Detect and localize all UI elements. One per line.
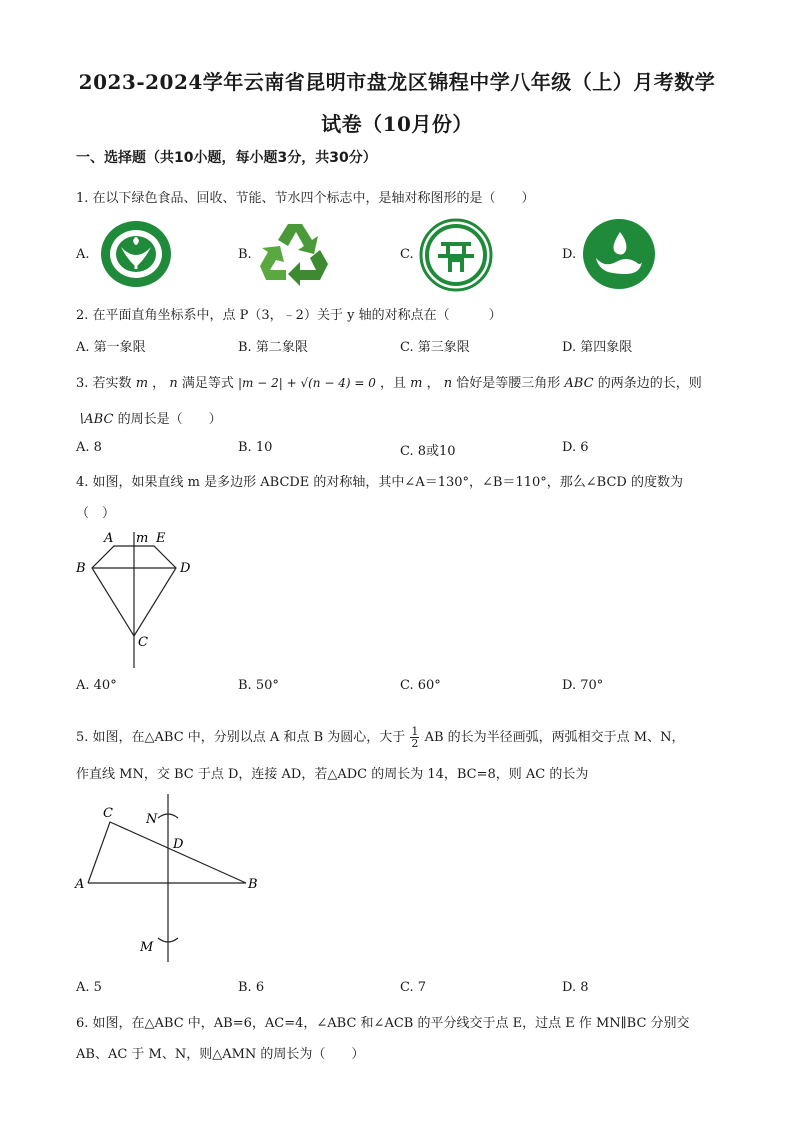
q2-option-c: C. 第三象限 bbox=[400, 340, 470, 355]
q5-option-b: B. 6 bbox=[238, 980, 265, 995]
q4-label-m: m bbox=[136, 531, 149, 546]
q5-frac-den: 2 bbox=[411, 737, 419, 750]
q4-option-d: D. 70° bbox=[562, 678, 604, 693]
q3-var-m: m bbox=[135, 376, 149, 391]
q5-option-d: D. 8 bbox=[562, 980, 589, 995]
q3-line2-rest: 的周长是（ ） bbox=[117, 412, 222, 427]
q2-option-a: A. 第一象限 bbox=[76, 340, 146, 355]
q5-fraction bbox=[410, 726, 419, 749]
energy-saving-logo-icon bbox=[418, 218, 494, 292]
page-title: 2023-2024学年云南省昆明市盘龙区锦程中学八年级（上）月考数学 bbox=[78, 70, 716, 94]
q4-label-b: B bbox=[76, 561, 86, 576]
q3-triangle: ∖ABC bbox=[76, 412, 114, 427]
q5-text-a: 5. 如图，在△ABC 中，分别以点 A 和点 B 为圆心，大于 bbox=[76, 730, 406, 745]
q4-option-c: C. 60° bbox=[400, 678, 441, 693]
q3-text-e: 的两条边的长，则 bbox=[597, 376, 702, 391]
q3-option-b: B. 10 bbox=[238, 440, 273, 455]
question-3-text bbox=[76, 372, 702, 391]
q1-option-b-label: B. bbox=[238, 247, 252, 262]
q4-label-c: C bbox=[138, 635, 148, 650]
q4-polygon-figure bbox=[70, 528, 210, 673]
q2-option-b: B. 第二象限 bbox=[238, 340, 308, 355]
q5-label-d: D bbox=[173, 837, 184, 852]
q3-text-b: 满足等式 bbox=[181, 376, 234, 391]
q3-var-n: n bbox=[169, 376, 178, 391]
q1-option-a-label: A. bbox=[76, 247, 90, 262]
section-heading: 一、选择题（共10小题，每小题3分，共30分） bbox=[76, 150, 377, 166]
q4-label-e: E bbox=[156, 531, 166, 546]
q3-option-a: A. 8 bbox=[76, 440, 102, 455]
q4-label-a: A bbox=[104, 531, 114, 546]
q3-option-d: D. 6 bbox=[562, 440, 589, 455]
question-1-text: 1. 在以下绿色食品、回收、节能、节水四个标志中，是轴对称图形的是（ ） bbox=[76, 191, 535, 206]
question-2-text: 2. 在平面直角坐标系中，点 P（3，﹣2）关于 y 轴的对称点在（ ） bbox=[76, 308, 502, 323]
question-5-text-2: 作直线 MN，交 BC 于点 D，连接 AD，若△ADC 的周长为 14，BC=8，则 AC 的长为 bbox=[76, 767, 589, 782]
q3-var-n-2: n bbox=[443, 376, 453, 391]
page-subtitle: 试卷（10月份） bbox=[321, 112, 473, 136]
q5-frac-num: 1 bbox=[411, 725, 419, 738]
q3-var-m-2: m bbox=[410, 376, 423, 391]
q5-triangle-figure bbox=[70, 790, 270, 968]
question-4-text: 4. 如图，如果直线 m 是多边形 ABCDE 的对称轴，其中∠A＝130°，∠B＝110°，那么∠BCD 的度数为 bbox=[76, 475, 683, 490]
q5-label-n: N bbox=[146, 812, 158, 827]
q5-text-b: AB 的长为半径画弧，两弧相交于点 M、N， bbox=[424, 730, 685, 745]
recycle-logo-icon bbox=[258, 220, 332, 288]
q3-abc: ABC bbox=[564, 376, 594, 391]
q3-text-a: 3. 若实数 bbox=[76, 376, 132, 391]
question-6-text-2: AB、AC 于 M、N，则△AMN 的周长为（ ） bbox=[76, 1047, 365, 1062]
q1-option-d-label: D. bbox=[562, 247, 577, 262]
q1-option-c-label: C. bbox=[400, 247, 414, 262]
q5-option-a: A. 5 bbox=[76, 980, 102, 995]
question-4-text-2: （ ） bbox=[76, 506, 116, 521]
q3-sep-2: ， bbox=[426, 376, 440, 391]
green-food-logo-icon bbox=[99, 219, 173, 289]
q3-text-c: ，且 bbox=[379, 376, 406, 391]
q3-option-c: C. 8或10 bbox=[400, 444, 456, 459]
q5-label-m: M bbox=[140, 940, 154, 955]
q2-option-d: D. 第四象限 bbox=[562, 340, 633, 355]
question-5-text bbox=[76, 726, 684, 749]
q4-label-d: D bbox=[180, 561, 191, 576]
question-3-line2 bbox=[76, 408, 222, 427]
q5-label-b: B bbox=[248, 877, 258, 892]
q3-equation: |m − 2| + √(n − 4) = 0 bbox=[237, 376, 376, 390]
q5-label-c: C bbox=[103, 806, 113, 821]
q3-sep: ， bbox=[152, 376, 166, 391]
q3-text-d: 恰好是等腰三角形 bbox=[456, 376, 561, 391]
question-6-text: 6. 如图，在△ABC 中，AB=6，AC=4，∠ABC 和∠ACB 的平分线交于点 E，过点 E 作 MN∥BC 分别交 bbox=[76, 1016, 690, 1031]
q5-option-c: C. 7 bbox=[400, 980, 427, 995]
q4-option-b: B. 50° bbox=[238, 678, 279, 693]
q4-option-a: A. 40° bbox=[76, 678, 117, 693]
q5-label-a: A bbox=[75, 877, 85, 892]
water-saving-logo-icon bbox=[582, 218, 656, 290]
